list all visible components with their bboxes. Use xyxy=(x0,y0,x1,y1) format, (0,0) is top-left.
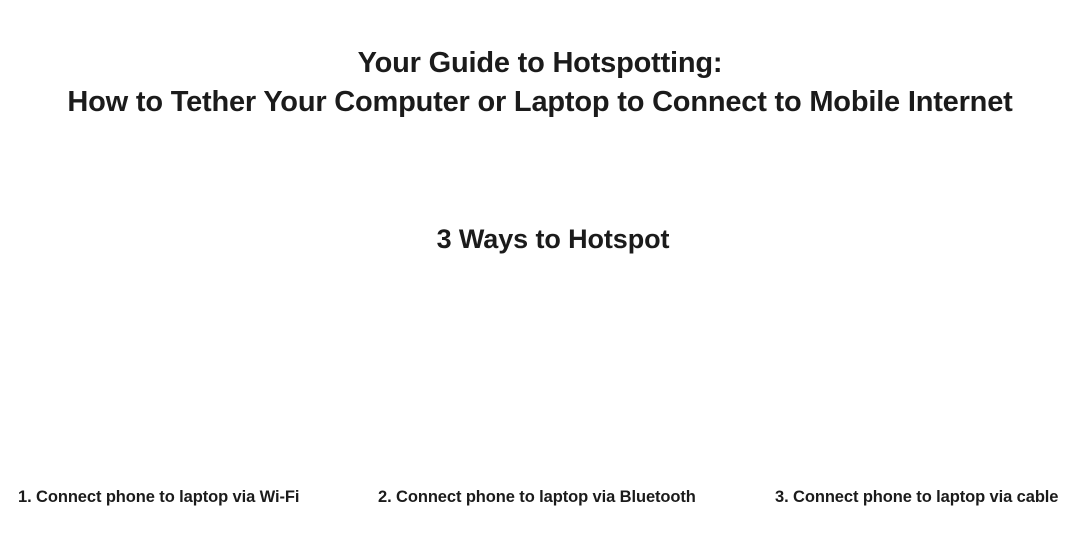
caption-row xyxy=(0,488,1080,514)
caption-method-2: 2. Connect phone to laptop via Bluetooth xyxy=(378,488,696,506)
section-heading xyxy=(0,224,1080,255)
illustration-cable xyxy=(775,290,1065,470)
title-line-1: Your Guide to Hotspotting: xyxy=(357,47,723,79)
illustration-wifi xyxy=(20,290,320,470)
illustration-bluetooth xyxy=(380,290,710,470)
section-heading-text: 3 Ways to Hotspot xyxy=(436,224,670,254)
caption-method-1: 1. Connect phone to laptop via Wi-Fi xyxy=(18,488,300,506)
page-title xyxy=(0,44,1080,122)
caption-method-3: 3. Connect phone to laptop via cable xyxy=(775,488,1059,506)
title-line-2: How to Tether Your Computer or Laptop to Connect to Mobile Internet xyxy=(67,86,1013,118)
